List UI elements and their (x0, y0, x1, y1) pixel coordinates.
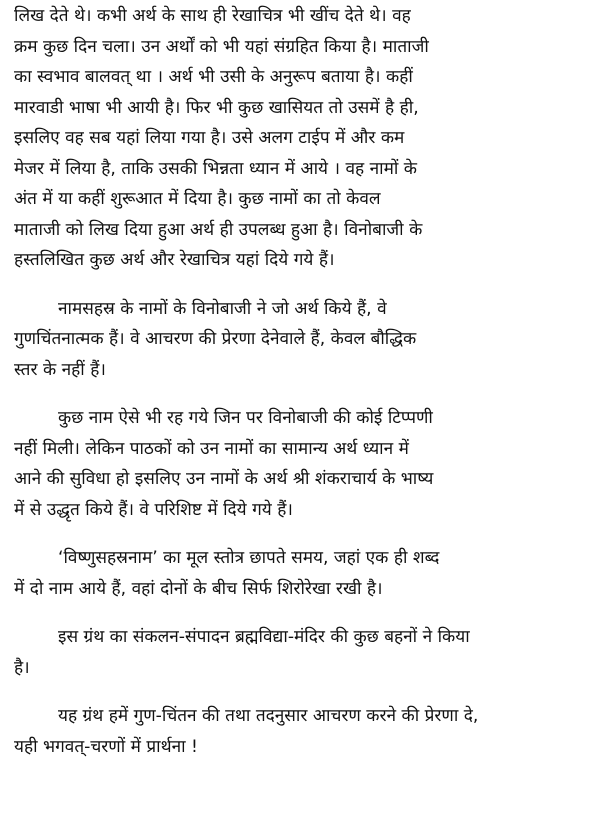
text-line: आने की सुविधा हो इसलिए उन नामों के अर्थ श्री शंकराचार्य के भाष्य (14, 469, 434, 489)
text-line: में से उद्धृत किये हैं। वे परिशिष्ट में दिये गये हैं। (14, 499, 293, 520)
text-line: का स्वभाव बालवत् था । अर्थ भी उसी के अनुरूप बताया है। कहीं (14, 67, 413, 87)
paragraph-gap (14, 385, 586, 403)
text-line: नामसहस्र के नामों के विनोबाजी ने जो अर्थ किये हैं, वे (58, 298, 387, 319)
paragraph-1 (14, 0, 586, 276)
text-line: इस ग्रंथ का संकलन-संपादन ब्रह्मविद्या-मंदिर की कुछ बहनों ने किया (58, 627, 470, 647)
text-line: यह ग्रंथ हमें गुण-चिंतन की तथा तदनुसार आचरण करने की प्रेरणा दे, (58, 706, 479, 726)
paragraph-gap (14, 276, 586, 294)
paragraph-gap (14, 604, 586, 622)
text-line: क्रम कुछ दिन चला। उन अर्थों को भी यहां संग्रहित किया है। माताजी (14, 36, 429, 57)
text-line: है। (14, 657, 30, 678)
text-line: हस्तलिखित कुछ अर्थ और रेखाचित्र यहां दिये गये हैं। (14, 250, 335, 270)
text-line: माताजी को लिख दिया हुआ अर्थ ही उपलब्ध हुआ है। विनोबाजी के (14, 219, 423, 240)
text-line: मारवाडी भाषा भी आयी है। फिर भी कुछ खासियत तो उसमें है ही, (14, 97, 419, 118)
paragraph-6 (14, 701, 586, 762)
text-line: अंत में या कहीं शुरूआत में दिया है। कुछ नामों का तो केवल (14, 189, 381, 209)
text-line: कुछ नाम ऐसे भी रह गये जिन पर विनोबाजी की कोई टिप्पणी (58, 408, 433, 428)
text-line: गुणचिंतनात्मक हैं। वे आचरण की प्रेरणा देनेवाले हैं, केवल बौद्धिक (14, 329, 417, 349)
paragraph-3 (14, 403, 586, 525)
paragraph-gap (14, 525, 586, 543)
paragraph-2 (14, 294, 586, 386)
paragraph-4 (14, 543, 586, 604)
text-line: ‘विष्णुसहस्रनाम’ का मूल स्तोत्र छापते समय, जहां एक ही शब्द (58, 548, 440, 568)
text-line: इसलिए वह सब यहां लिया गया है। उसे अलग टाईप में और कम (14, 128, 405, 148)
text-line: नहीं मिली। लेकिन पाठकों को उन नामों का सामान्य अर्थ ध्यान में (14, 438, 409, 459)
text-line: मेजर में लिया है, ताकि उसकी भिन्नता ध्यान में आये । वह नामों के (14, 158, 418, 179)
text-line: यही भगवत्-चरणों में प्रार्थना ! (14, 736, 198, 757)
text-line: लिख देते थे। कभी अर्थ के साथ ही रेखाचित्र भी खींच देते थे। वह (14, 6, 411, 26)
text-line: स्तर के नहीं हैं। (14, 359, 106, 380)
text-line: में दो नाम आये हैं, वहां दोनों के बीच सिर्फ शिरोरेखा रखी है। (14, 578, 383, 599)
paragraph-gap (14, 683, 586, 701)
paragraph-5 (14, 622, 586, 683)
